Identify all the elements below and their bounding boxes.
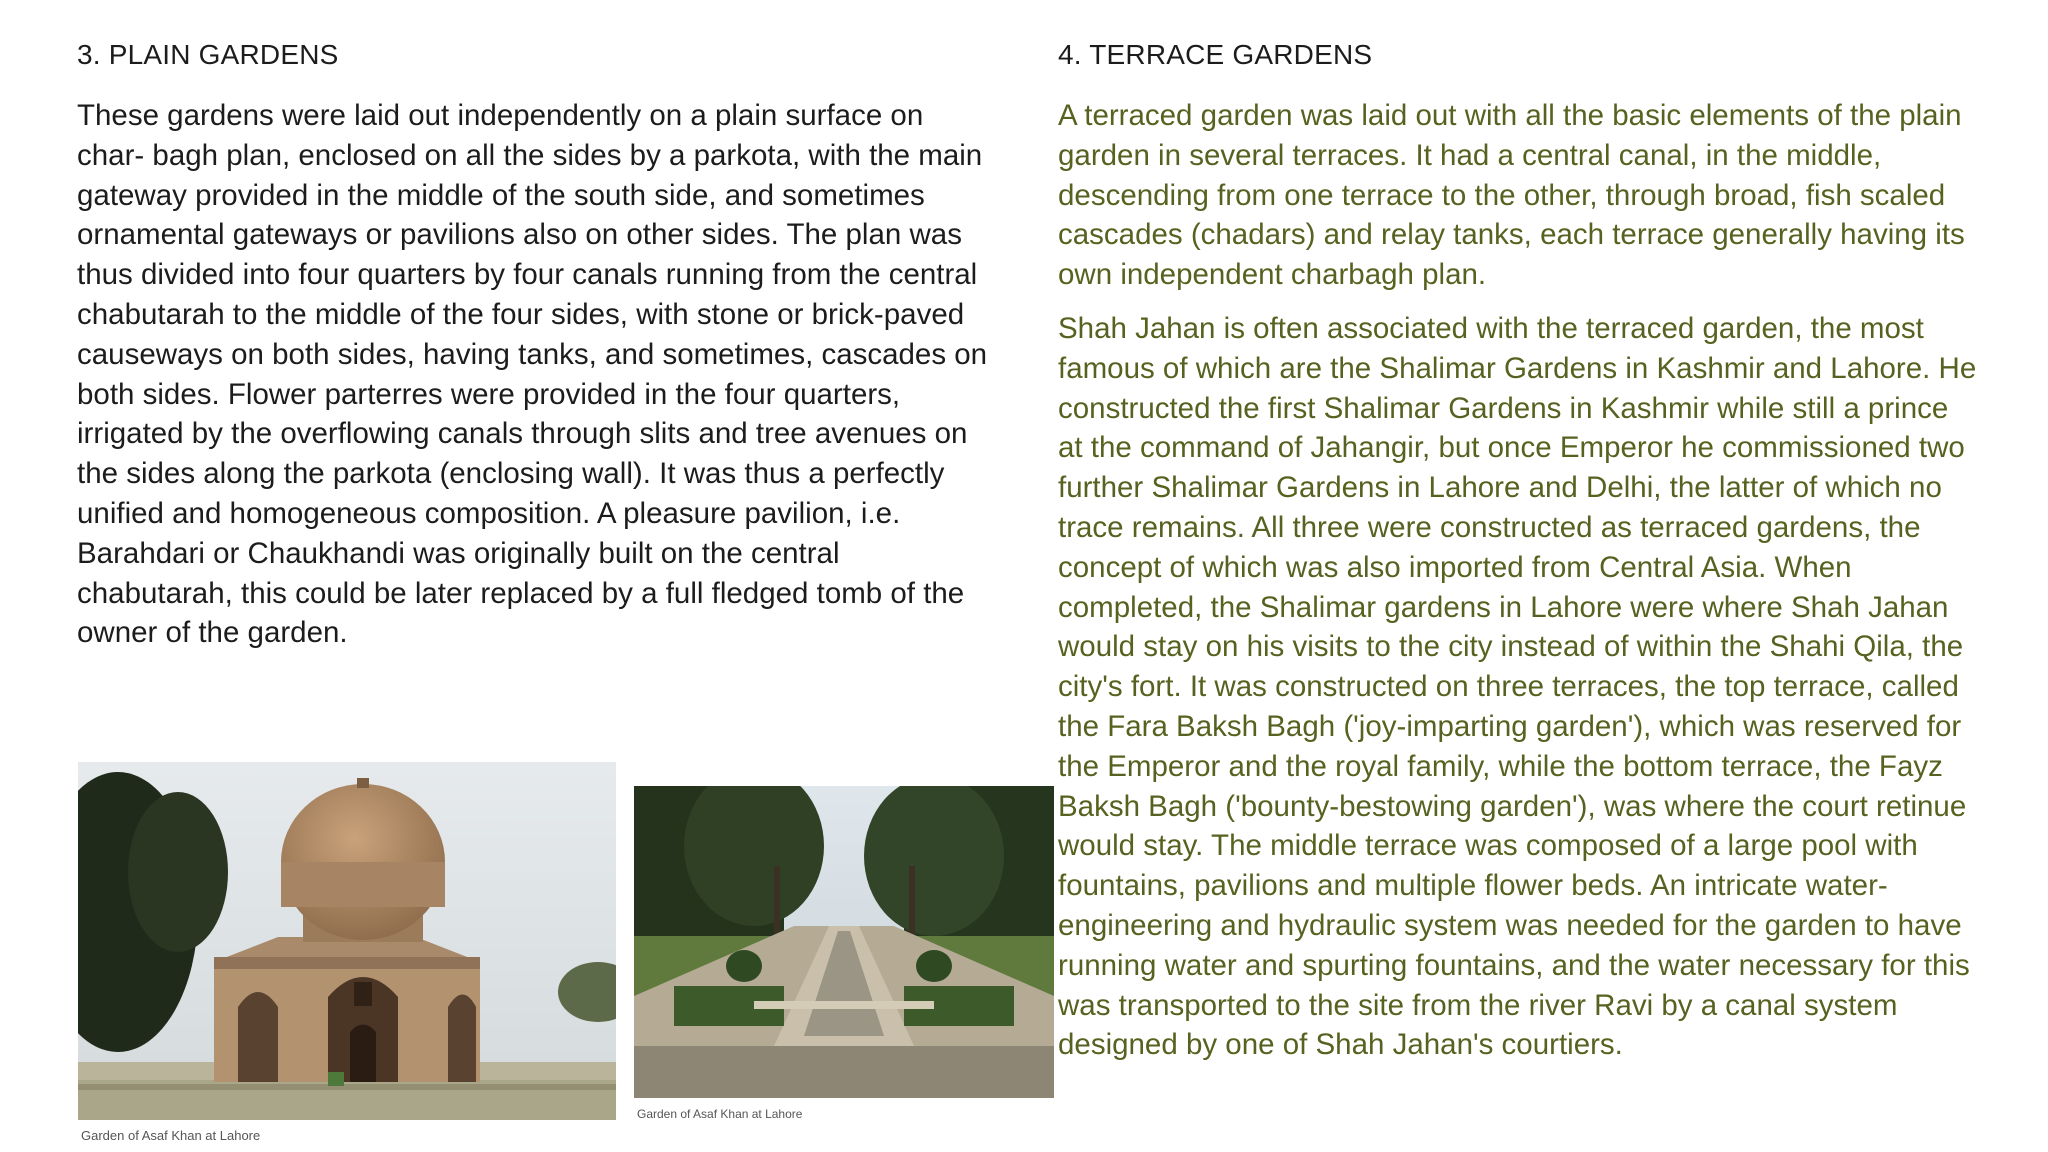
photo-caption-2: Garden of Asaf Khan at Lahore: [637, 1107, 803, 1121]
plain-gardens-paragraph: These gardens were laid out independently on a plain surface on char- bagh plan, enclosed on all the sides by a parkota, with the main gateway provided in the middle of the south side, and sometimes ornamental gateways or pavilions also on other sides. The plan was thus divided into four quarters by four canals running from the central chabutarah to the middle of the four sides, with stone or brick-paved causeways on both sides, having tanks, and sometimes, cascades on both sides. Flower parterres were provided in the four quarters, irrigated by the overflowing canals through slits and tree avenues on the sides along the parkota (enclosing wall). It was thus a perfectly unified and homogeneous composition. A pleasure pavilion, i.e. Barahdari or Chaukhandi was originally built on the central chabutarah, this could be later replaced by a full fledged tomb of the owner of the garden.: [77, 99, 988, 650]
terrace-gardens-paragraph-1: A terraced garden was laid out with all the basic elements of the plain garden in several terraces. It had a central canal, in the middle, descending from one terrace to the other, through broad, fish scaled cascades (chadars) and relay tanks, each terrace generally having its own independent charbagh plan.: [1058, 99, 1965, 292]
plain-gardens-heading: 3. PLAIN GARDENS: [77, 39, 339, 70]
terrace-gardens-paragraph-2: Shah Jahan is often associated with the terraced garden, the most famous of which are the Shalimar Gardens in Kashmir and Lahore. He constructed the first Shalimar Gardens in Kashmir while still a prince at the command of Jahangir, but once Emperor he commissioned two further Shalimar Gardens in Lahore and Delhi, the latter of which no trace remains. All three were constructed as terraced gardens, the concept of which was also imported from Central Asia. When completed, the Shalimar gardens in Lahore were where Shah Jahan would stay on his visits to the city instead of within the Shahi Qila, the city's fort. It was constructed on three terraces, the top terrace, called the Fara Baksh Bagh ('joy-imparting garden'), which was reserved for the Emperor and the royal family, while the bottom terrace, the Fayz Baksh Bagh ('bounty-bestowing garden'), was where the court retinue would stay. The middle terrace was composed of a large pool with fountains, pavilions and multiple flower beds. An intricate water- engineering and hydraulic system was needed for the garden to have running water and spurting fountains, and the water necessary for this was transported to the site from the river Ravi by a canal system designed by one of Shah Jahan's courtiers.: [1058, 311, 1977, 1062]
asaf-khan-garden-photo: [634, 786, 1054, 1098]
plain-gardens-section: [77, 36, 997, 667]
terrace-gardens-heading: 4. TERRACE GARDENS: [1058, 39, 1373, 70]
asaf-khan-tomb-photo: [78, 762, 616, 1120]
photo-caption-1: Garden of Asaf Khan at Lahore: [81, 1128, 261, 1143]
terrace-gardens-section: [1058, 36, 1978, 1079]
